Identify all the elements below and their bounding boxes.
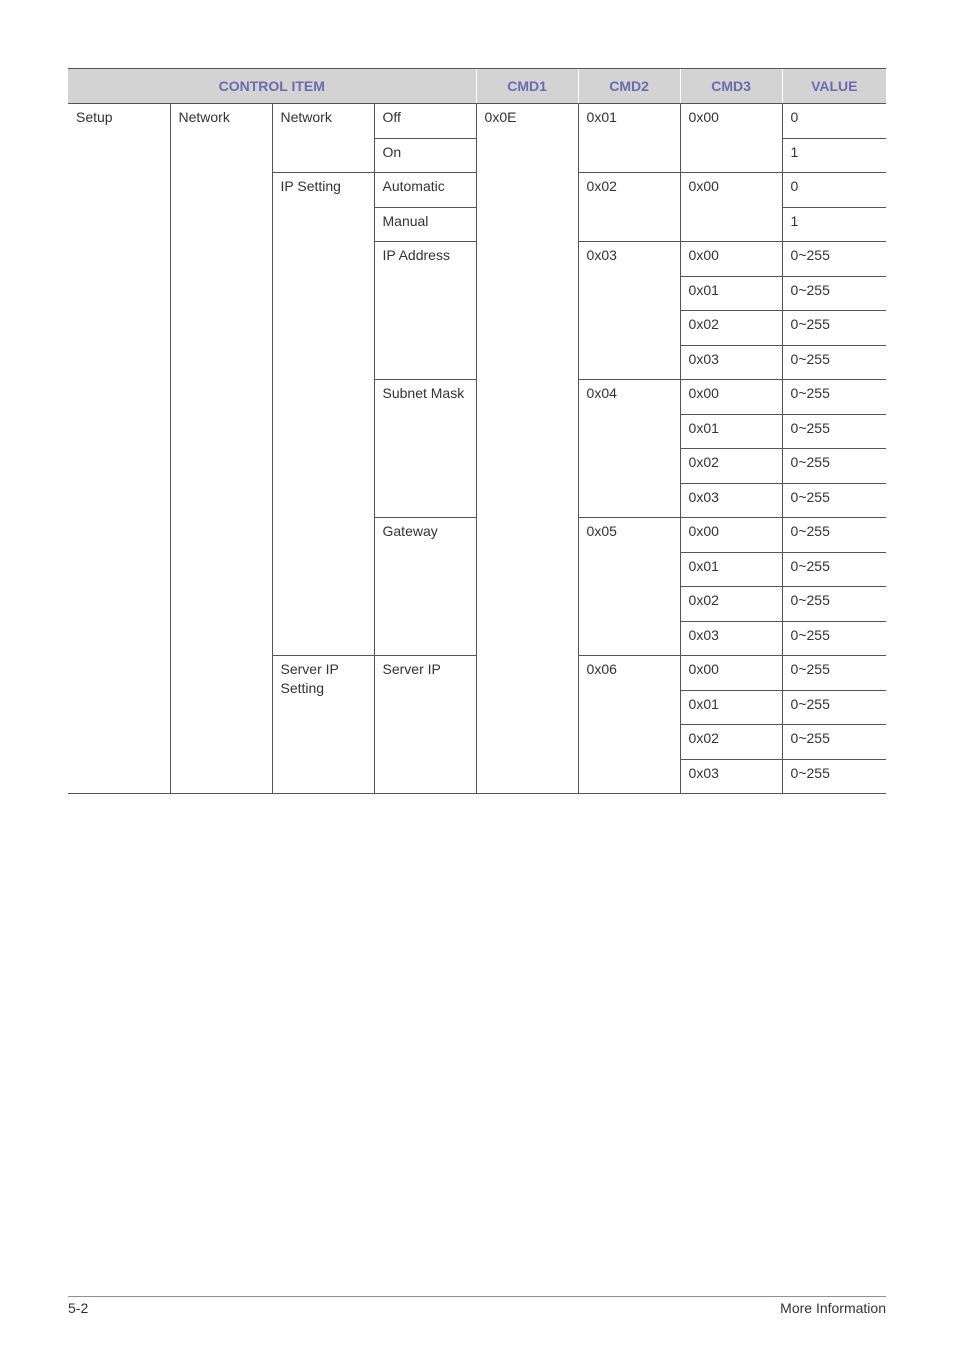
cell-value: 0~255 — [782, 414, 886, 449]
cell-cmd3: 0x00 — [680, 104, 782, 173]
cell-value: 0~255 — [782, 725, 886, 760]
cell-value: 0~255 — [782, 276, 886, 311]
cell-value: 0~255 — [782, 656, 886, 691]
cell-cmd3: 0x03 — [680, 759, 782, 794]
cell-cmd3: 0x03 — [680, 345, 782, 380]
cell-cmd2: 0x02 — [578, 173, 680, 242]
cell-value: 0~255 — [782, 587, 886, 622]
header-value: VALUE — [782, 69, 886, 104]
cell-cmd3: 0x00 — [680, 518, 782, 553]
cell-value: 0~255 — [782, 449, 886, 484]
cell-ip-address: IP Address — [374, 242, 476, 380]
cell-value: 0~255 — [782, 621, 886, 656]
table-row — [68, 104, 886, 139]
cell-value: 0~255 — [782, 345, 886, 380]
cell-network-group: Network — [170, 104, 272, 794]
cell-server-ip: Server IP — [374, 656, 476, 794]
cell-value: 0~255 — [782, 690, 886, 725]
cell-setup: Setup — [68, 104, 170, 794]
cell-cmd3: 0x02 — [680, 311, 782, 346]
cell-cmd2: 0x04 — [578, 380, 680, 518]
cell-cmd3: 0x01 — [680, 276, 782, 311]
cell-on: On — [374, 138, 476, 173]
cell-network: Network — [272, 104, 374, 173]
cell-cmd3: 0x00 — [680, 173, 782, 242]
cell-gateway: Gateway — [374, 518, 476, 656]
cell-cmd2: 0x06 — [578, 656, 680, 794]
cell-cmd3: 0x01 — [680, 552, 782, 587]
cell-value: 0~255 — [782, 518, 886, 553]
cell-value: 0~255 — [782, 759, 886, 794]
cell-value: 0~255 — [782, 311, 886, 346]
section-title: More Information — [780, 1300, 886, 1316]
cell-cmd3: 0x02 — [680, 587, 782, 622]
cell-cmd2: 0x03 — [578, 242, 680, 380]
cell-cmd3: 0x01 — [680, 414, 782, 449]
cell-cmd3: 0x00 — [680, 242, 782, 277]
cell-cmd3: 0x03 — [680, 483, 782, 518]
cell-cmd2: 0x01 — [578, 104, 680, 173]
page-number: 5-2 — [68, 1300, 89, 1316]
cell-automatic: Automatic — [374, 173, 476, 208]
table-header-row — [68, 69, 886, 104]
cell-value: 0 — [782, 173, 886, 208]
cell-server-ip-setting: Server IP Setting — [272, 656, 374, 794]
cell-value: 0~255 — [782, 380, 886, 415]
cell-value: 1 — [782, 138, 886, 173]
cell-ip-setting: IP Setting — [272, 173, 374, 656]
cell-value: 0~255 — [782, 483, 886, 518]
cell-cmd3: 0x00 — [680, 380, 782, 415]
footer-divider — [68, 1296, 886, 1297]
cell-cmd3: 0x02 — [680, 725, 782, 760]
header-cmd3: CMD3 — [680, 69, 782, 104]
cell-off: Off — [374, 104, 476, 139]
cell-cmd2: 0x05 — [578, 518, 680, 656]
cell-subnet-mask: Subnet Mask — [374, 380, 476, 518]
cell-cmd3: 0x01 — [680, 690, 782, 725]
cell-cmd3: 0x00 — [680, 656, 782, 691]
control-command-table — [68, 68, 886, 794]
header-cmd1: CMD1 — [476, 69, 578, 104]
cell-cmd3: 0x03 — [680, 621, 782, 656]
cell-value: 1 — [782, 207, 886, 242]
cell-value: 0 — [782, 104, 886, 139]
cell-value: 0~255 — [782, 552, 886, 587]
cell-manual: Manual — [374, 207, 476, 242]
header-control-item: CONTROL ITEM — [68, 69, 476, 104]
cell-value: 0~255 — [782, 242, 886, 277]
cell-cmd1: 0x0E — [476, 104, 578, 794]
cell-cmd3: 0x02 — [680, 449, 782, 484]
header-cmd2: CMD2 — [578, 69, 680, 104]
